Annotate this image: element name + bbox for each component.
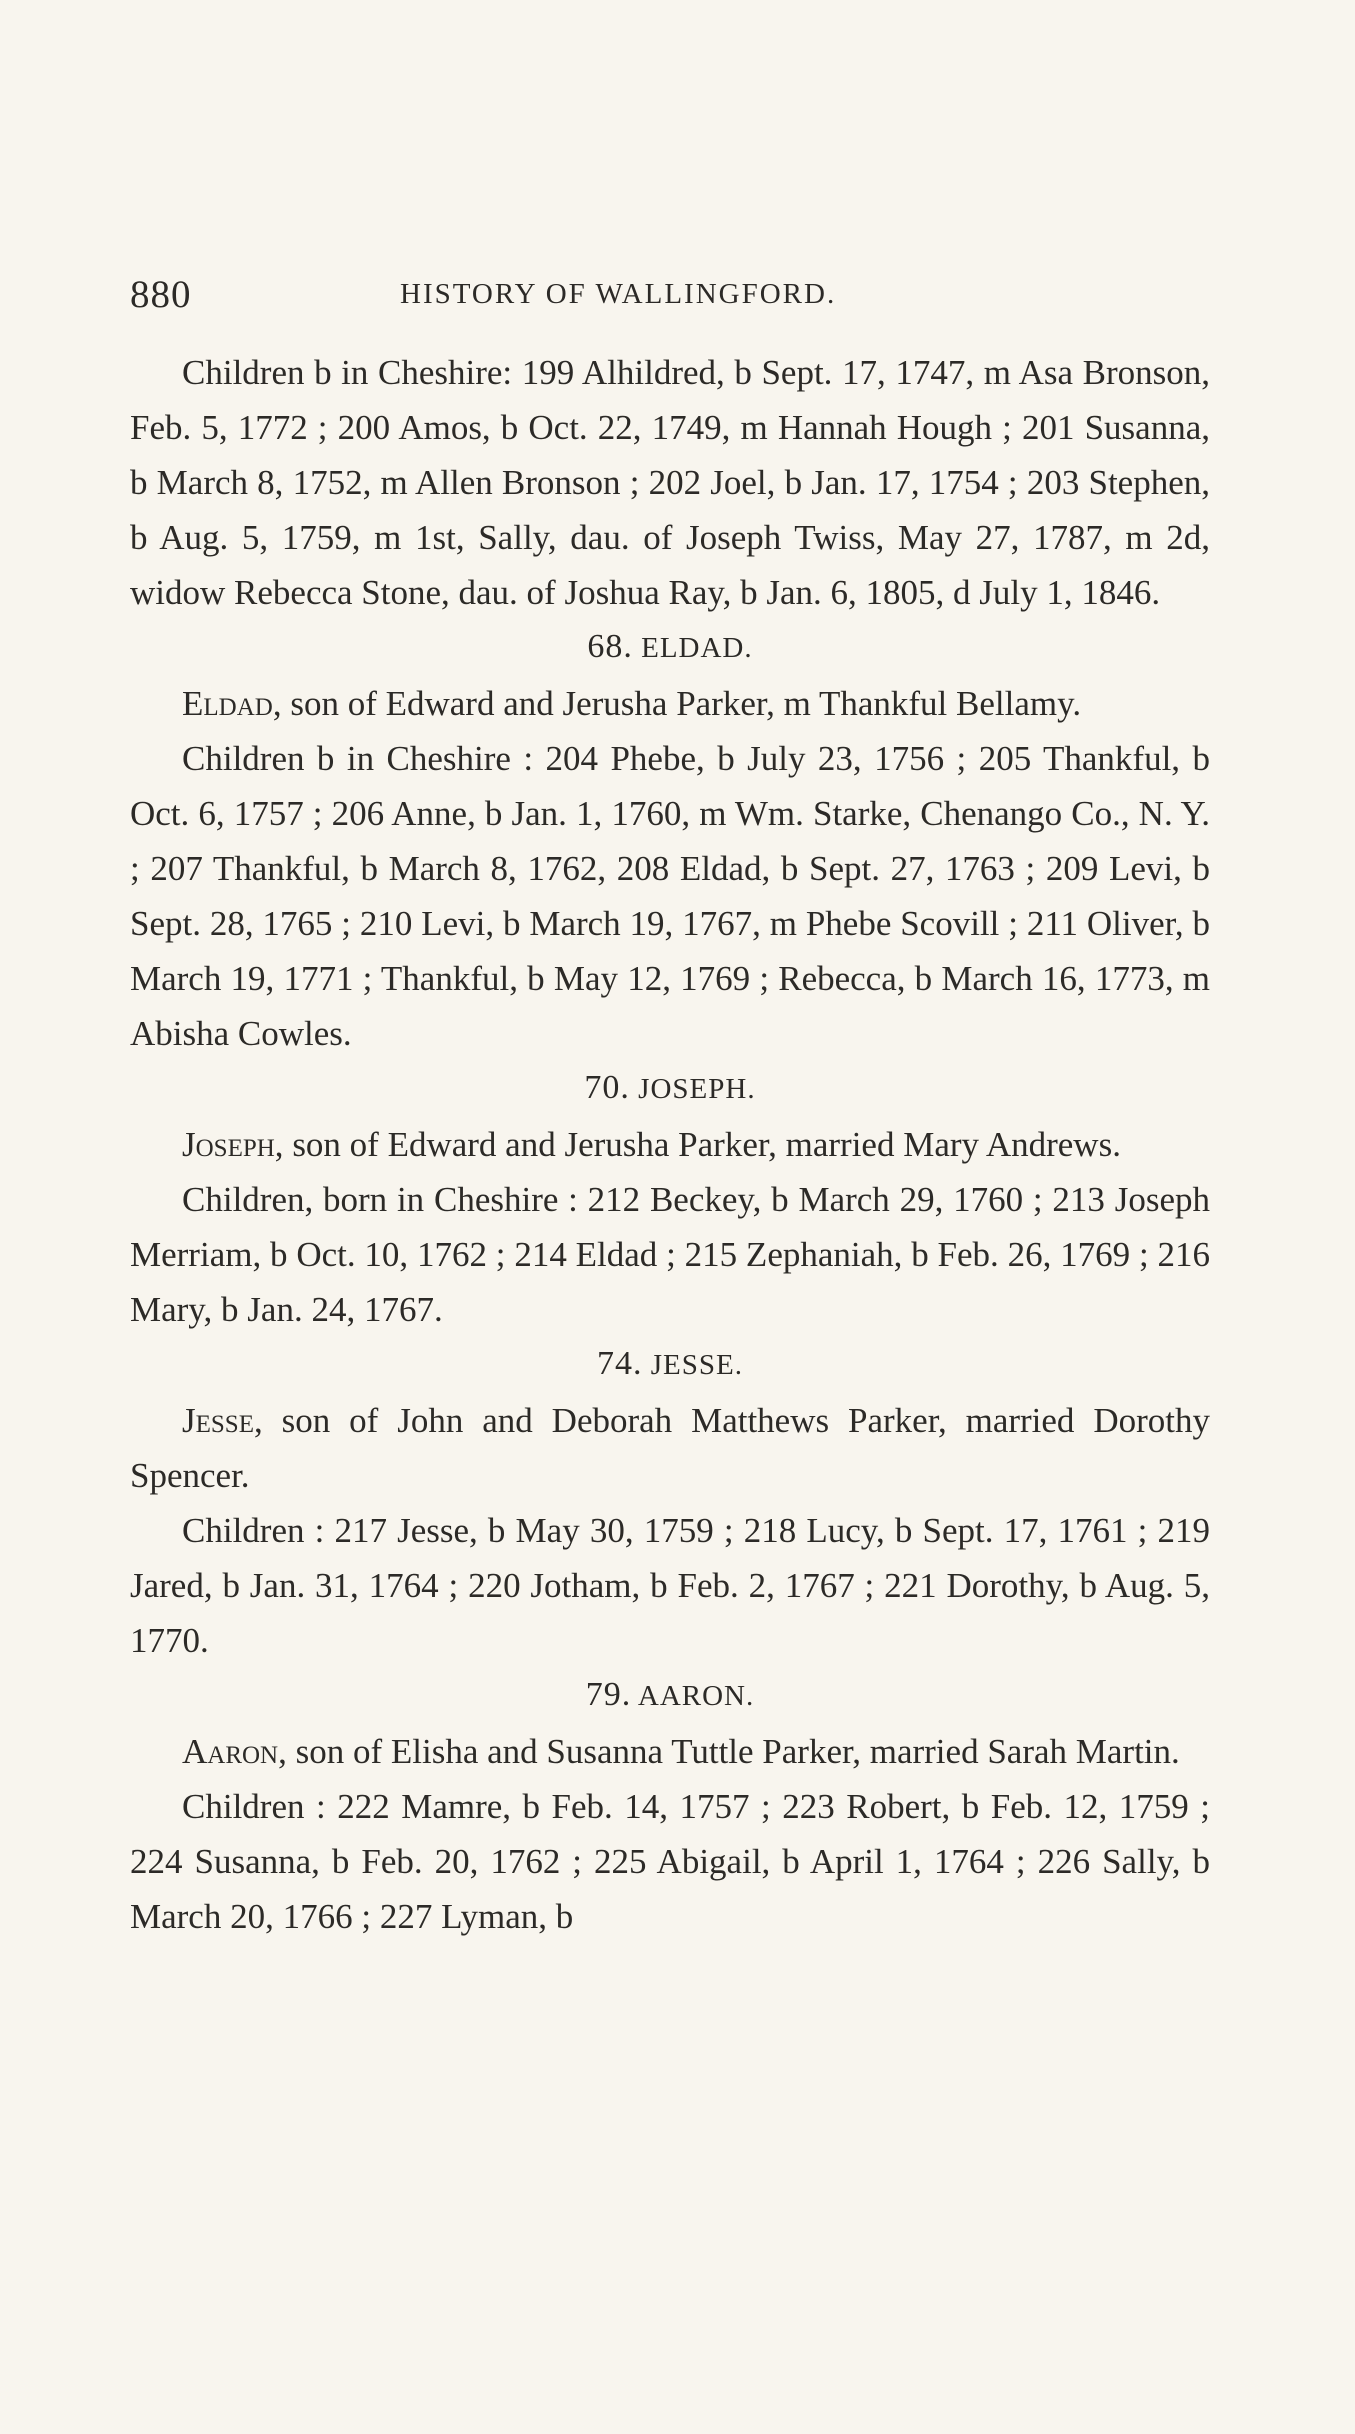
- section-heading-eldad: [130, 623, 1210, 672]
- section-title: JESSE.: [650, 1349, 743, 1381]
- running-title: HISTORY OF WALLINGFORD.: [400, 278, 837, 310]
- page-number: 880: [130, 273, 192, 316]
- section-number: 70.: [584, 1069, 630, 1106]
- section-heading-jesse: [130, 1340, 1210, 1389]
- joseph-lead-paragraph: [130, 1117, 1210, 1172]
- section-heading-joseph: [130, 1064, 1210, 1113]
- jesse-lead-paragraph: [130, 1393, 1210, 1503]
- aaron-lead-paragraph: [130, 1724, 1210, 1779]
- section-number: 74.: [597, 1345, 643, 1382]
- section-number: 79.: [585, 1676, 632, 1713]
- jesse-children-paragraph: Children : 217 Jesse, b May 30, 1759 ; 218 Lucy, b Sept. 17, 1761 ; 219 Jared, b Jan. 31, 1764 ; 220 Jotham, b Feb. 2, 1767 ; 221 Dorothy, b Aug. 5, 1770.: [130, 1511, 1210, 1660]
- section-heading-aaron: [130, 1671, 1210, 1720]
- eldad-lead-paragraph: [130, 676, 1210, 731]
- section-title: JOSEPH.: [638, 1073, 756, 1105]
- aaron-children-paragraph: Children : 222 Mamre, b Feb. 14, 1757 ; 223 Robert, b Feb. 12, 1759 ; 224 Susanna, b Feb. 20, 1762 ; 225 Abigail, b April 1, 1764 ; 226 Sally, b March 20, 1766 ; 227 Lyman, b: [130, 1787, 1210, 1936]
- lead-name: Aaron,: [182, 1732, 287, 1771]
- page-body: [130, 345, 1210, 1944]
- lead-text: son of Edward and Jerusha Parker, married Mary Andrews.: [283, 1125, 1121, 1164]
- cheshire-children-paragraph: Children b in Cheshire: 199 Alhildred, b Sept. 17, 1747, m Asa Bronson, Feb. 5, 1772 ; 200 Amos, b Oct. 22, 1749, m Hannah Hough ; 201 Susanna, b March 8, 1752, m Allen Bronson ; 202 Joel, b Jan. 17, 1754 ; 203 Stephen, b Aug. 5, 1759, m 1st, Sally, dau. of Joseph Twiss, May 27, 1787, m 2d, widow Rebecca Stone, dau. of Joshua Ray, b Jan. 6, 1805, d July 1, 1846.: [130, 353, 1210, 612]
- lead-name: Jesse,: [182, 1401, 263, 1440]
- section-number: 68.: [587, 628, 633, 665]
- joseph-children-paragraph: Children, born in Cheshire : 212 Beckey, b March 29, 1760 ; 213 Joseph Merriam, b Oct. 10, 1762 ; 214 Eldad ; 215 Zephaniah, b Feb. 26, 1769 ; 216 Mary, b Jan. 24, 1767.: [130, 1180, 1210, 1329]
- lead-text: son of Edward and Jerusha Parker, m Thankful Bellamy.: [281, 684, 1082, 723]
- lead-text: son of John and Deborah Matthews Parker, married Dorothy Spencer.: [130, 1401, 1210, 1495]
- section-title: AARON.: [637, 1680, 755, 1712]
- lead-name: Joseph,: [182, 1125, 284, 1164]
- page-header: [130, 272, 1230, 332]
- lead-text: son of Elisha and Susanna Tuttle Parker, married Sarah Martin.: [286, 1732, 1180, 1771]
- section-title: ELDAD.: [641, 632, 753, 664]
- eldad-children-paragraph: Children b in Cheshire : 204 Phebe, b July 23, 1756 ; 205 Thankful, b Oct. 6, 1757 ; 206 Anne, b Jan. 1, 1760, m Wm. Starke, Chenango Co., N. Y. ; 207 Thankful, b March 8, 1762, 208 Eldad, b Sept. 27, 1763 ; 209 Levi, b Sept. 28, 1765 ; 210 Levi, b March 19, 1767, m Phebe Scovill ; 211 Oliver, b March 19, 1771 ; Thankful, b May 12, 1769 ; Rebecca, b March 16, 1773, m Abisha Cowles.: [130, 739, 1210, 1053]
- lead-name: Eldad,: [182, 684, 282, 723]
